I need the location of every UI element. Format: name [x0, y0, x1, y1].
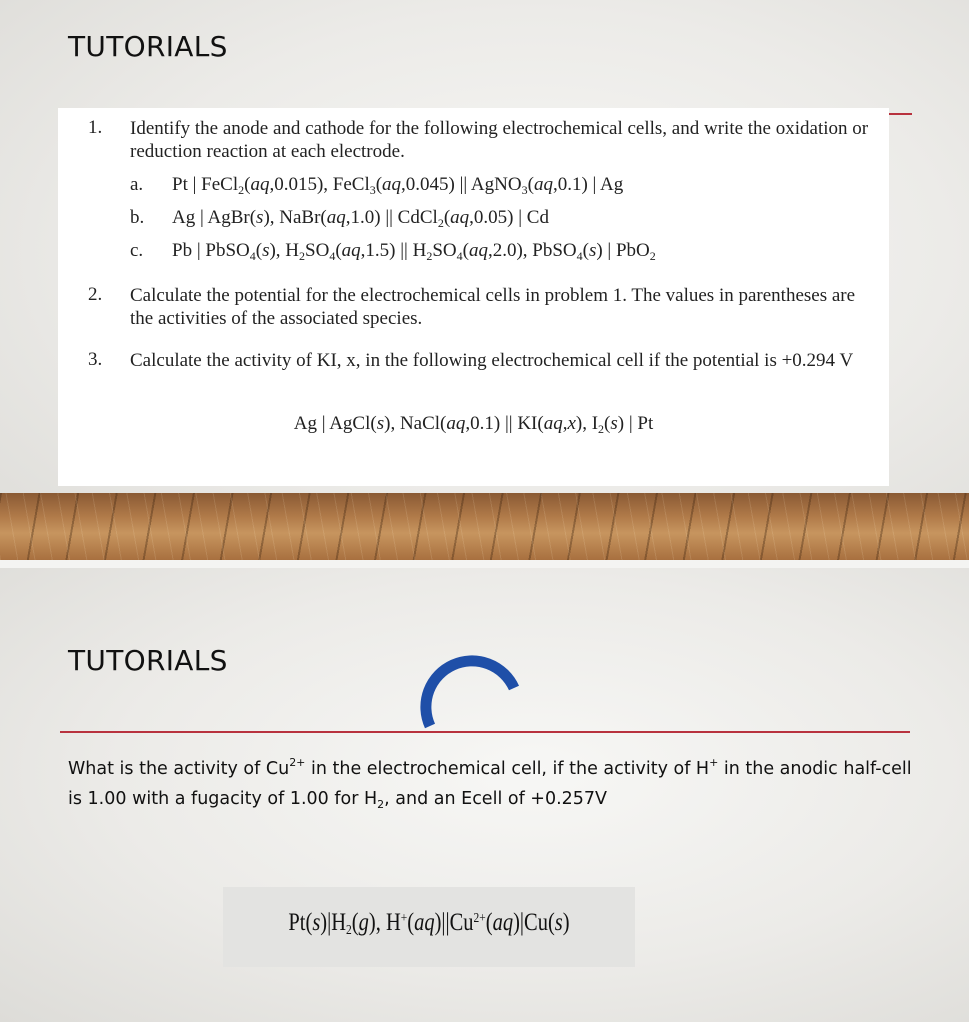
slide-2-title: TUTORIALS: [68, 644, 228, 677]
slide-1-title: TUTORIALS: [68, 30, 228, 63]
cell-notation: $Pt(s)|H_2(g)$, $H^+(aq)||Cu^{2+}(aq)|Cu(s)$: [288, 909, 570, 938]
question-text: Identify the anode and cathode for the following electrochemical cells, and write the oxidation or reduction reaction at each electrode.: [130, 118, 869, 162]
sub-label: b.: [130, 207, 145, 228]
question-number: 3.: [88, 349, 103, 370]
sub-label: a.: [130, 174, 144, 195]
question-text: Calculate the potential for the electrochemical cells in problem 1. The values in parentheses are the activities of the associated species.: [130, 285, 856, 329]
slide-divider: [0, 560, 969, 568]
sub-label: c.: [130, 240, 144, 261]
problem-sheet: [58, 108, 889, 486]
cell-notation-c: Pb | PbSO$_4$(s), $H_2SO_4(aq,1.5)$ || $H_2SO_4(aq,2.0)$, PbSO$_4$(s) | PbO$_2$: [172, 240, 656, 263]
cell-notation-box: [223, 887, 635, 967]
loading-arc-decoration: [412, 638, 530, 756]
question-number: 1.: [88, 117, 103, 138]
arc-stroke: [426, 661, 514, 726]
question-number: 2.: [88, 284, 103, 305]
cell-notation-b: Ag | AgBr(s), NaBr(aq,1.0) || CdCl$_2$(aq,0.05) | Cd: [172, 207, 549, 230]
slide-2: [0, 568, 969, 1022]
cell-notation-q3: Ag | AgCl(s), NaCl(aq,0.1) || KI(aq,x), $I_2(s)$ | Pt: [293, 413, 654, 436]
cell-notation-a: Pt | FeCl$_2$(aq,0.015), FeCl$_3$(aq,0.045) || AgNO$_3$(aq,0.1) | Ag: [172, 174, 624, 197]
wood-floor-decoration: [0, 493, 969, 560]
question-text: What is the activity of $Cu^{2+}$ in the electrochemical cell, if the activity of H+ in the anodic half-cell is 1.00 with a fugacity of 1.00 for $H_2$, and an Ecell of +0.257V: [68, 756, 912, 811]
question-text: Calculate the activity of KI, x, in the following electrochemical cell if the potential is +0.294 V: [130, 350, 854, 371]
